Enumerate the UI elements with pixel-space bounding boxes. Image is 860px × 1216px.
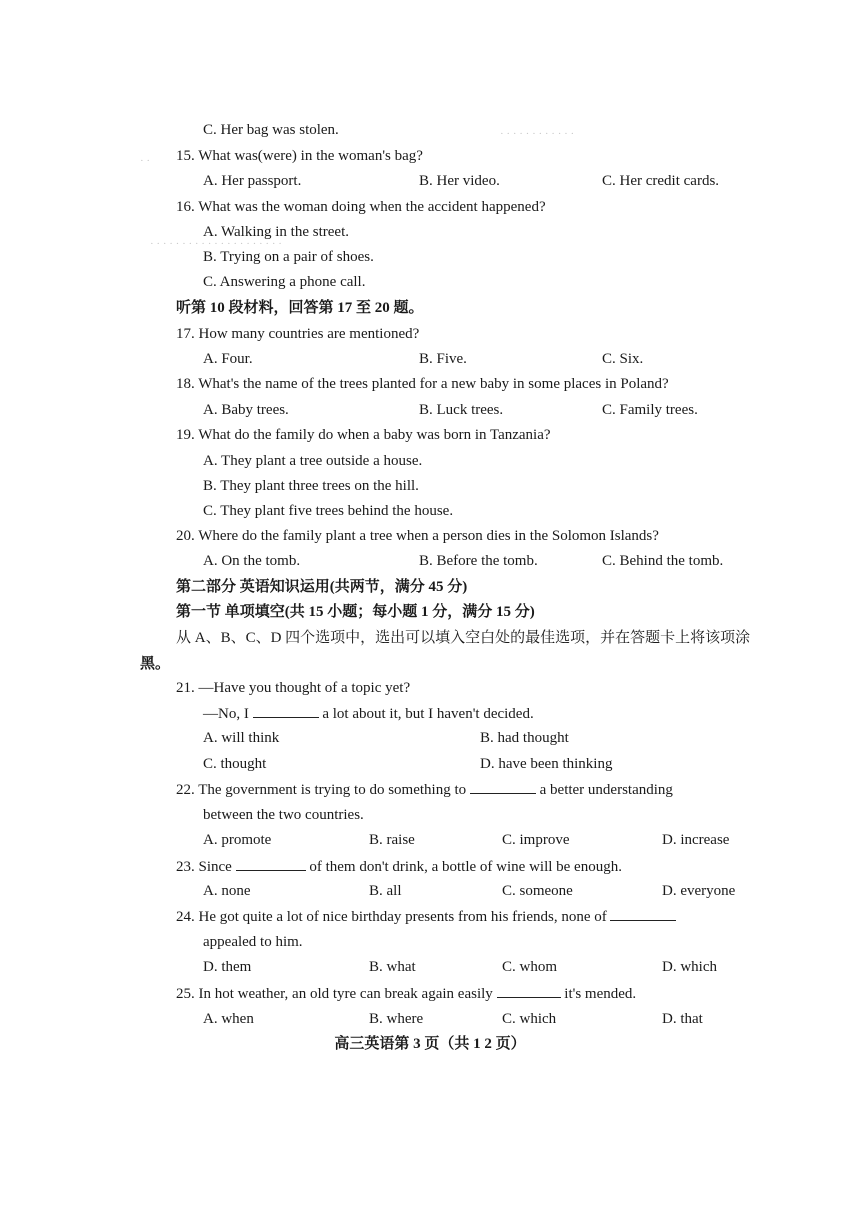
q19-option-b: B. They plant three trees on the hill. bbox=[203, 478, 419, 494]
instruction-line-2: 黑。 bbox=[140, 656, 171, 672]
q15-option-b: B. Her video. bbox=[419, 173, 500, 189]
q22-option-b: B. raise bbox=[369, 832, 415, 848]
q20-option-c: C. Behind the tomb. bbox=[602, 553, 724, 569]
q14-option-c: C. Her bag was stolen. bbox=[203, 122, 339, 138]
q22-line-1-post: a better understanding bbox=[539, 782, 673, 798]
q21-answer-blank bbox=[253, 703, 319, 718]
q25-option-a: A. when bbox=[203, 1011, 254, 1027]
q23-option-b: B. all bbox=[369, 883, 402, 899]
q20-option-a: A. On the tomb. bbox=[203, 553, 301, 569]
q22-option-c: C. improve bbox=[502, 832, 570, 848]
instruction-line-1: 从 A、B、C、D 四个选项中，选出可以填入空白处的最佳选项，并在答题卡上将该项涂 bbox=[176, 630, 751, 646]
q22-line-1 bbox=[176, 779, 673, 800]
q17-option-a: A. Four. bbox=[203, 351, 253, 367]
q23-stem-post: of them don't drink, a bottle of wine will be enough. bbox=[309, 859, 622, 875]
q25-stem-post: it's mended. bbox=[564, 986, 637, 1002]
q24-option-d: D. which bbox=[662, 959, 717, 975]
q15-stem: 15. What was(were) in the woman's bag? bbox=[176, 148, 423, 164]
section-10-heading: 听第 10 段材料，回答第 17 至 20 题。 bbox=[176, 300, 424, 316]
q23-stem bbox=[176, 856, 622, 877]
q24-option-b: B. what bbox=[369, 959, 416, 975]
q18-option-c: C. Family trees. bbox=[602, 402, 698, 418]
q24-option-a: D. them bbox=[203, 959, 252, 975]
q17-option-c: C. Six. bbox=[602, 351, 644, 367]
q23-answer-blank bbox=[236, 856, 306, 871]
q17-option-b: B. Five. bbox=[419, 351, 467, 367]
q24-line-1 bbox=[176, 906, 676, 927]
q16-option-c: C. Answering a phone call. bbox=[203, 274, 366, 290]
q18-option-a: A. Baby trees. bbox=[203, 402, 289, 418]
q22-line-1-pre: 22. The government is trying to do something to bbox=[176, 782, 467, 798]
q24-line-1-pre: 24. He got quite a lot of nice birthday presents from his friends, none of bbox=[176, 909, 607, 925]
q23-option-d: D. everyone bbox=[662, 883, 736, 899]
scan-smudge: · · · · · · · · · · · · bbox=[500, 128, 575, 140]
q25-stem bbox=[176, 983, 636, 1004]
q22-answer-blank bbox=[470, 779, 536, 794]
q21-line-2-post: a lot about it, but I haven't decided. bbox=[322, 706, 534, 722]
q19-option-a: A. They plant a tree outside a house. bbox=[203, 453, 423, 469]
q15-option-c: C. Her credit cards. bbox=[602, 173, 720, 189]
q20-stem: 20. Where do the family plant a tree when a person dies in the Solomon Islands? bbox=[176, 528, 659, 544]
q19-stem: 19. What do the family do when a baby was born in Tanzania? bbox=[176, 427, 551, 443]
q19-option-c: C. They plant five trees behind the house. bbox=[203, 503, 454, 519]
part-2-heading: 第二部分 英语知识运用(共两节，满分 45 分) bbox=[176, 579, 468, 595]
q22-option-a: A. promote bbox=[203, 832, 272, 848]
q25-stem-pre: 25. In hot weather, an old tyre can break again easily bbox=[176, 986, 493, 1002]
q21-option-d: D. have been thinking bbox=[480, 756, 613, 772]
page-footer: 高三英语第 3 页（共 1 2 页） bbox=[334, 1036, 526, 1052]
q23-stem-pre: 23. Since bbox=[176, 859, 232, 875]
q21-line-1: 21. —Have you thought of a topic yet? bbox=[176, 680, 411, 696]
q16-stem: 16. What was the woman doing when the accident happened? bbox=[176, 199, 546, 215]
q24-line-2: appealed to him. bbox=[203, 934, 303, 950]
q16-option-b: B. Trying on a pair of shoes. bbox=[203, 249, 374, 265]
q16-option-a: A. Walking in the street. bbox=[203, 224, 349, 240]
scan-smudge: · · bbox=[140, 155, 151, 167]
q15-option-a: A. Her passport. bbox=[203, 173, 302, 189]
scan-smudge: · · · · · · · · · · · · · · · · · · · · · bbox=[150, 238, 282, 250]
q25-option-c: C. which bbox=[502, 1011, 557, 1027]
q21-line-2 bbox=[203, 703, 534, 724]
q25-answer-blank bbox=[497, 983, 561, 998]
section-1-heading: 第一节 单项填空(共 15 小题；每小题 1 分，满分 15 分) bbox=[176, 604, 535, 620]
q18-option-b: B. Luck trees. bbox=[419, 402, 504, 418]
q25-option-b: B. where bbox=[369, 1011, 424, 1027]
q20-option-b: B. Before the tomb. bbox=[419, 553, 538, 569]
q22-line-2: between the two countries. bbox=[203, 807, 364, 823]
q23-option-a: A. none bbox=[203, 883, 251, 899]
q22-option-d: D. increase bbox=[662, 832, 730, 848]
q21-option-a: A. will think bbox=[203, 730, 280, 746]
q24-option-c: C. whom bbox=[502, 959, 558, 975]
q24-answer-blank bbox=[610, 906, 676, 921]
q18-stem: 18. What's the name of the trees planted for a new baby in some places in Poland? bbox=[176, 376, 669, 392]
q17-stem: 17. How many countries are mentioned? bbox=[176, 326, 420, 342]
q21-option-c: C. thought bbox=[203, 756, 267, 772]
q21-line-2-pre: —No, I bbox=[203, 706, 249, 722]
q21-option-b: B. had thought bbox=[480, 730, 569, 746]
q23-option-c: C. someone bbox=[502, 883, 573, 899]
q25-option-d: D. that bbox=[662, 1011, 703, 1027]
